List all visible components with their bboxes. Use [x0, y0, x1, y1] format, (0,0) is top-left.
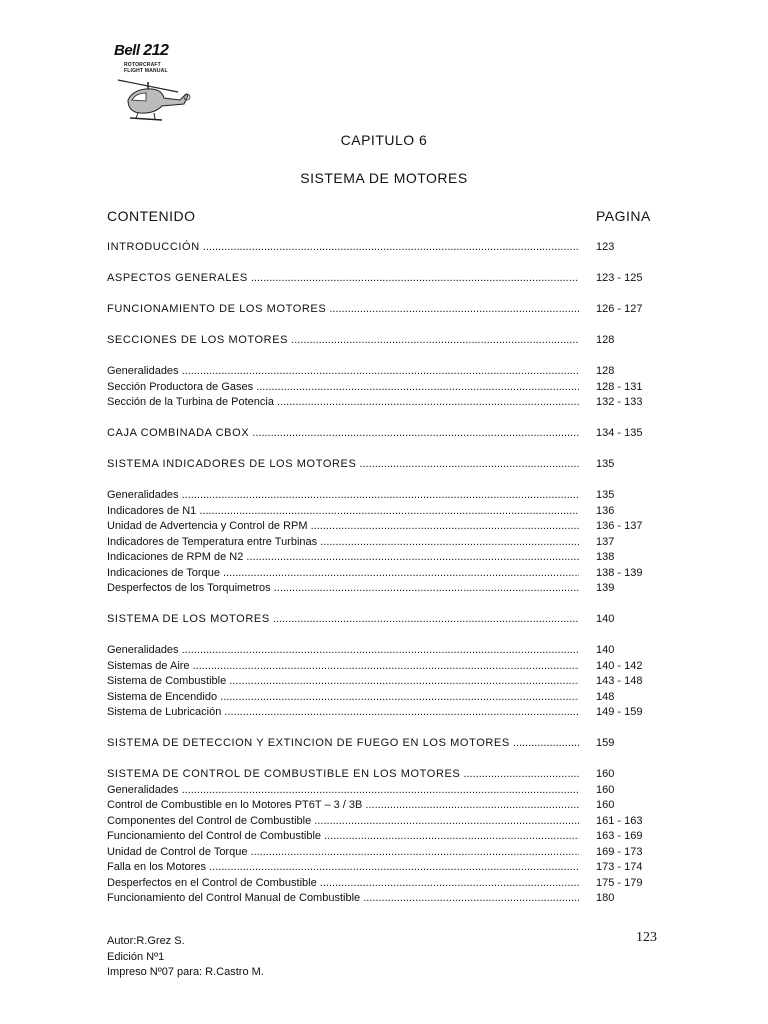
toc-entry	[107, 504, 667, 520]
toc-entry	[107, 798, 667, 814]
toc-entry	[107, 736, 667, 752]
toc-entry-leader	[107, 240, 579, 256]
toc-entry-leader	[107, 705, 579, 721]
toc-entry-label: Unidad de Advertencia y Control de RPM	[107, 520, 308, 532]
toc-entry-page: 138 - 139	[596, 566, 643, 579]
toc-entry	[107, 860, 667, 876]
toc-entry	[107, 488, 667, 504]
toc-entry-leader	[107, 783, 579, 799]
toc-entry	[107, 767, 667, 783]
toc-entry-page: 161 - 163	[596, 814, 643, 827]
toc-entry-label: Sistema de Combustible	[107, 675, 227, 687]
toc-entry	[107, 395, 667, 411]
toc-entry	[107, 426, 667, 442]
toc-entry-page: 149 - 159	[596, 706, 643, 718]
toc-entry	[107, 845, 667, 861]
toc-entry-label: CAJA COMBINADA CBOX	[107, 427, 250, 439]
toc-entry	[107, 271, 667, 287]
toc-entry-leader	[107, 488, 579, 504]
footer	[107, 934, 264, 981]
toc-entry	[107, 457, 667, 473]
toc-entry-label: Componentes del Control de Combustible	[107, 814, 312, 827]
toc-entry-leader	[107, 333, 579, 349]
toc-entry-page: 135	[596, 458, 615, 470]
toc-entry	[107, 829, 667, 845]
toc-entry-page: 132 - 133	[596, 396, 643, 408]
toc-entry-page: 126 - 127	[596, 303, 643, 315]
toc-entry-page: 128	[596, 334, 615, 346]
toc-entry	[107, 519, 667, 535]
toc-entry	[107, 643, 667, 659]
toc-entry-label: Sistemas de Aire	[107, 659, 190, 672]
toc-entry-leader	[107, 395, 579, 411]
toc-entry-leader	[107, 845, 579, 861]
toc-entry	[107, 705, 667, 721]
toc-entry-label: Sección Productora de Gases	[107, 380, 254, 393]
toc-entry-label: Falla en los Motores	[107, 861, 207, 873]
logo-brand	[114, 42, 168, 60]
logo-subtitle-2: FLIGHT MANUAL	[124, 68, 168, 74]
toc-entry-label: Generalidades	[107, 365, 179, 377]
logo-brand-name: Bell	[114, 42, 140, 59]
toc-entry	[107, 814, 667, 830]
toc-entry-label: Generalidades	[107, 489, 179, 501]
toc-entry-page: 160	[596, 768, 615, 780]
toc-entry	[107, 302, 667, 318]
toc-entry	[107, 566, 667, 582]
toc-entry-page: 136 - 137	[596, 520, 643, 532]
toc-entry	[107, 690, 667, 706]
toc-entry-label: Funcionamiento del Control Manual de Combustible	[107, 892, 361, 904]
toc-entry-label: Indicaciones de RPM de N2	[107, 551, 244, 563]
toc-entry-label: Indicadores de N1	[107, 504, 197, 517]
toc-entry-label: Desperfectos en el Control de Combustible	[107, 876, 317, 889]
logo-model: 212	[143, 42, 169, 59]
toc-entry	[107, 876, 667, 892]
toc-entry-label: Generalidades	[107, 783, 179, 796]
toc-entry-page: 175 - 179	[596, 876, 643, 889]
toc-entry-page: 134 - 135	[596, 427, 643, 439]
chapter-title: CAPITULO 6	[340, 132, 428, 148]
toc-entry-page: 143 - 148	[596, 675, 643, 687]
toc-entry-page: 128	[596, 365, 615, 377]
toc-entry	[107, 659, 667, 675]
logo-subtitle-1: ROTORCRAFT	[124, 62, 161, 68]
toc-entry-label: SISTEMA DE CONTROL DE COMBUSTIBLE EN LOS MOTORES	[107, 768, 461, 780]
toc-entry-label: ASPECTOS GENERALES	[107, 272, 248, 284]
toc-entry-page: 148	[596, 690, 615, 703]
chapter-subtitle: SISTEMA DE MOTORES	[300, 170, 468, 186]
toc-entry-page: 123	[596, 241, 615, 253]
toc-entry-leader	[107, 876, 579, 892]
toc-entry-leader	[107, 659, 579, 675]
footer-edition: Edición Nº1	[107, 950, 165, 963]
toc-entry	[107, 550, 667, 566]
toc-entry-leader	[107, 380, 579, 396]
toc-entry-page: 137	[596, 535, 615, 548]
toc-entry-leader	[107, 271, 579, 287]
toc-entry-page: 140	[596, 613, 615, 625]
footer-printed: Impreso Nº07 para: R.Castro M.	[107, 966, 264, 978]
toc-entry-label: Funcionamiento del Control de Combustible	[107, 830, 322, 842]
toc-entry-page: 180	[596, 892, 615, 904]
page-header: PAGINA	[596, 208, 651, 224]
toc-entry-page: 135	[596, 489, 615, 501]
toc-entry-leader	[107, 814, 579, 830]
toc-entry-page: 123 - 125	[596, 272, 643, 284]
toc-entry-leader	[107, 891, 579, 907]
toc-entry	[107, 240, 667, 256]
toc-entry-page: 138	[596, 551, 615, 563]
toc-entry-label: SISTEMA DE DETECCION Y EXTINCION DE FUEGO EN LOS MOTORES	[107, 737, 510, 749]
page-number: 123	[636, 930, 657, 945]
toc-entry	[107, 581, 667, 597]
helicopter-icon	[100, 70, 195, 132]
toc-entry-label: SISTEMA INDICADORES DE LOS MOTORES	[107, 458, 357, 470]
rotorcraft-logo	[100, 40, 200, 135]
footer-author: Autor:R.Grez S.	[107, 935, 185, 947]
toc-entry-label: Control de Combustible en lo Motores PT6T – 3 / 3B	[107, 799, 363, 811]
toc-entry-label: Generalidades	[107, 644, 179, 656]
toc-entry-leader	[107, 690, 579, 706]
toc-entry	[107, 380, 667, 396]
toc-entry-page: 128 - 131	[596, 380, 643, 393]
toc-entry-label: Sistema de Encendido	[107, 690, 218, 703]
table-of-contents	[107, 240, 667, 907]
toc-entry-page: 136	[596, 504, 615, 517]
toc-entry-page: 159	[596, 737, 615, 749]
toc-entry-label: SECCIONES DE LOS MOTORES	[107, 334, 289, 346]
toc-entry	[107, 674, 667, 690]
toc-entry-page: 139	[596, 582, 615, 594]
toc-entry-page: 169 - 173	[596, 845, 643, 858]
toc-entry-leader	[107, 519, 579, 535]
toc-entry-label: Sección de la Turbina de Potencia	[107, 396, 274, 408]
toc-entry-label: Indicaciones de Torque	[107, 566, 220, 579]
toc-entry-page: 160	[596, 799, 615, 811]
toc-entry	[107, 333, 667, 349]
toc-entry-leader	[107, 550, 579, 566]
toc-entry	[107, 364, 667, 380]
toc-entry-leader	[107, 426, 579, 442]
toc-entry-label: SISTEMA DE LOS MOTORES	[107, 613, 270, 625]
toc-entry-leader	[107, 674, 579, 690]
toc-entry-leader	[107, 535, 579, 551]
toc-entry-label: Sistema de Lubricación	[107, 706, 222, 718]
toc-entry-leader	[107, 736, 579, 752]
toc-entry-leader	[107, 798, 579, 814]
toc-entry-leader	[107, 364, 579, 380]
toc-entry-page: 140	[596, 644, 615, 656]
toc-entry-leader	[107, 643, 579, 659]
toc-entry	[107, 535, 667, 551]
toc-entry	[107, 891, 667, 907]
toc-entry-label: FUNCIONAMIENTO DE LOS MOTORES	[107, 303, 327, 315]
toc-entry-leader	[107, 767, 579, 783]
toc-entry-leader	[107, 504, 579, 520]
toc-entry-page: 173 - 174	[596, 861, 643, 873]
toc-entry-leader	[107, 829, 579, 845]
toc-entry-page: 160	[596, 783, 615, 796]
toc-entry-page: 140 - 142	[596, 659, 643, 672]
toc-entry-label: Indicadores de Temperatura entre Turbinas	[107, 535, 318, 548]
toc-entry-page: 163 - 169	[596, 830, 643, 842]
toc-entry-label: INTRODUCCIÓN	[107, 241, 200, 253]
toc-entry-leader	[107, 612, 579, 628]
toc-entry-label: Desperfectos de los Torquimetros	[107, 582, 271, 594]
toc-entry-leader	[107, 860, 579, 876]
toc-entry-leader	[107, 457, 579, 473]
toc-entry	[107, 612, 667, 628]
toc-entry-leader	[107, 581, 579, 597]
toc-entry-label: Unidad de Control de Torque	[107, 845, 248, 858]
contents-header: CONTENIDO	[107, 208, 196, 224]
toc-entry-leader	[107, 302, 579, 318]
toc-entry	[107, 783, 667, 799]
toc-entry-leader	[107, 566, 579, 582]
